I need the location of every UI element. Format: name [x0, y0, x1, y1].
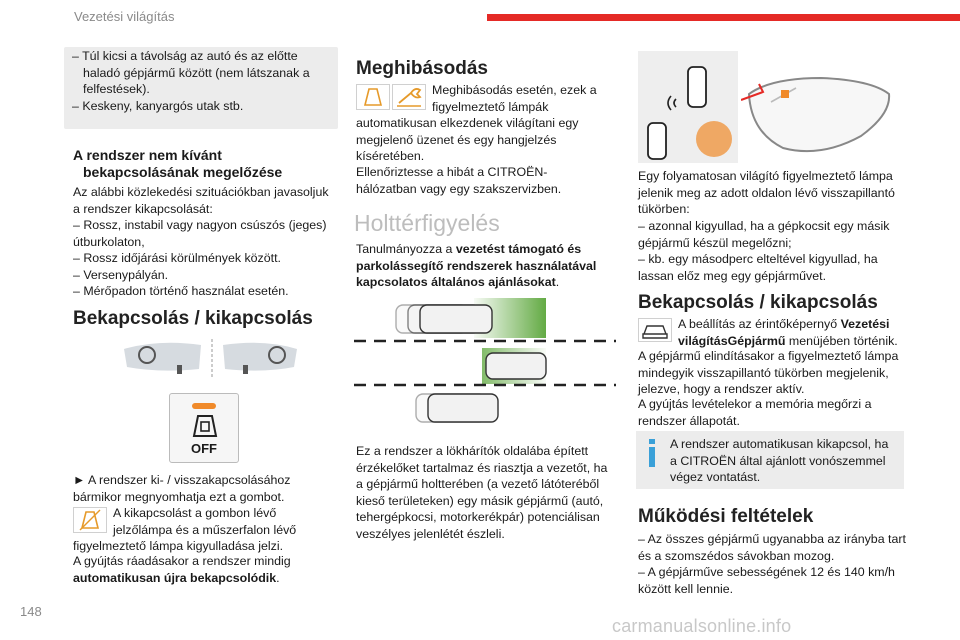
list-item: – Az összes gépjármű ugyanabba az irányba tart és a szomszédos sávokban mozog.: [638, 532, 906, 563]
sensor-icon: [243, 365, 248, 374]
note-box: [64, 47, 338, 129]
warning-lamp-icon: [356, 84, 390, 110]
car-settings-icon: [638, 318, 672, 342]
fault-title: Meghibásodás: [356, 58, 488, 79]
warning-lamp-icon: [73, 507, 107, 533]
lamp-paragraph: A kikapcsolást a gombon lévő jelzőlámpa és a műszerfalon lévő figyelmeztető lámpa kigyulladása jelzi.: [73, 506, 297, 554]
list-item: – Rossz, instabil vagy nagyon csúszós (jeges) útburkolaton,: [73, 218, 327, 249]
section-title: Bekapcsolás / kikapcsolás: [638, 292, 878, 313]
setting-paragraph: A beállítás az érintőképernyő Vezetési világításGépjármű menüjében történik.: [638, 316, 906, 349]
blind-spot-icon: [192, 414, 218, 438]
list-item: – Versenypályán.: [73, 267, 169, 282]
fault-paragraph-2: Ellenőriztesse a hibát a CITROËN-hálózatban vagy egy szakszervizben.: [356, 165, 562, 196]
service-wrench-icon: [392, 84, 426, 110]
car-upper-lane: [396, 305, 492, 333]
bsm-off-button[interactable]: [169, 393, 239, 463]
page-number: 148: [20, 604, 42, 619]
conditions-title: Működési feltételek: [638, 506, 814, 527]
info-icon: [648, 439, 656, 467]
mirror-warning-icon: [781, 90, 789, 98]
button-indicator-lamp: [192, 403, 216, 409]
advice-paragraph: Tanulmányozza a vezetést támogató és parkolássegítő rendszerek használatával kapcsolatos általános ajánlásokat.: [356, 242, 597, 290]
toggle-paragraph: ► A rendszer ki- / visszakapcsolásához bármikor megnyomhatja ezt a gombot.: [73, 473, 291, 504]
note-line: – Keskeny, kanyargós utak stb.: [72, 98, 244, 113]
list-item: – kb. egy másodperc elteltével kigyullad, ha lassan előz meg egy gépjárművet.: [638, 252, 878, 283]
list-item: – azonnal kigyullad, ha a gépkocsit egy másik gépjármű készül megelőzni;: [638, 219, 890, 250]
condition-list: [73, 217, 338, 300]
subheading: A rendszer nem kívánt bekapcsolásának megelőzése: [73, 147, 283, 180]
header-accent-bar: [487, 14, 960, 21]
start-paragraph: A gépjármű elindításakor a figyelmeztető lámpa mindegyik visszapillantó tükörben megjelenik, jelezve, hogy a rendszer aktív.: [638, 349, 899, 397]
mirror-illustration: [119, 335, 304, 380]
page-header-title: Vezetési világítás: [74, 9, 175, 24]
note-line: felfestések).: [83, 82, 150, 97]
blind-spot-detection-image: [638, 51, 738, 163]
section-title: Bekapcsolás / kikapcsolás: [73, 308, 313, 329]
info-box: A rendszer automatikusan kikapcsol, ha a CITROËN által ajánlott vonószemmel végez vontatást.: [636, 431, 904, 489]
note-line: haladó gépjármű között (nem látszanak a: [83, 65, 310, 80]
list-item: – Mérőpadon történő használat esetén.: [73, 284, 289, 299]
sensor-icon: [177, 365, 182, 374]
off-label: OFF: [191, 441, 217, 456]
conditions-list: [638, 531, 906, 597]
list-item: – Rossz időjárási körülmények között.: [73, 251, 281, 266]
fault-paragraph: Meghibásodás esetén, ezek a figyelmeztető lámpák automatikusan elkezdenek világítani egy megjelenő üzenet és egy hangjelzés kíséretében.: [356, 83, 597, 164]
mirror-list: [638, 218, 906, 284]
mirror-paragraph: Egy folyamatosan világító figyelmeztető lámpa jelenik meg az adott oldalon lévő visszapillantó tükörben:: [638, 169, 895, 217]
bsm-section-title: Holttérfigyelés: [354, 210, 500, 236]
intro-paragraph: Az alábbi közlekedési szituációkban javasoljuk a rendszer kikapcsolását:: [73, 185, 329, 216]
car-middle-lane: [486, 353, 546, 379]
note-line: – Túl kicsi a távolság az autó és az előtte: [72, 49, 298, 63]
restart-paragraph: A gyújtás ráadásakor a rendszer mindig automatikusan újra bekapcsolódik.: [73, 554, 291, 585]
side-mirror-illustration: [741, 64, 901, 164]
bsm-description: Ez a rendszer a lökhárítók oldalába épített érzékelőket tartalmaz és riasztja a vezetőt, ha a gépjármű holtterében (a vezető látóteréből kieső területeken) egy másik gépjármű (autó, tehergépkocsi, motorkerékpár) potenciálisan veszélyes jelenlétét észleli.: [356, 444, 608, 541]
blind-spot-lanes-illustration: [354, 296, 616, 430]
memory-paragraph: A gyújtás levételekor a memória megőrzi a rendszer állapotát.: [638, 397, 872, 428]
list-item: – A gépjárműve sebességének 12 és 140 km/h között kell lennie.: [638, 565, 895, 596]
watermark: carmanualsonline.info: [612, 616, 792, 636]
car-lower-lane: [416, 394, 498, 422]
